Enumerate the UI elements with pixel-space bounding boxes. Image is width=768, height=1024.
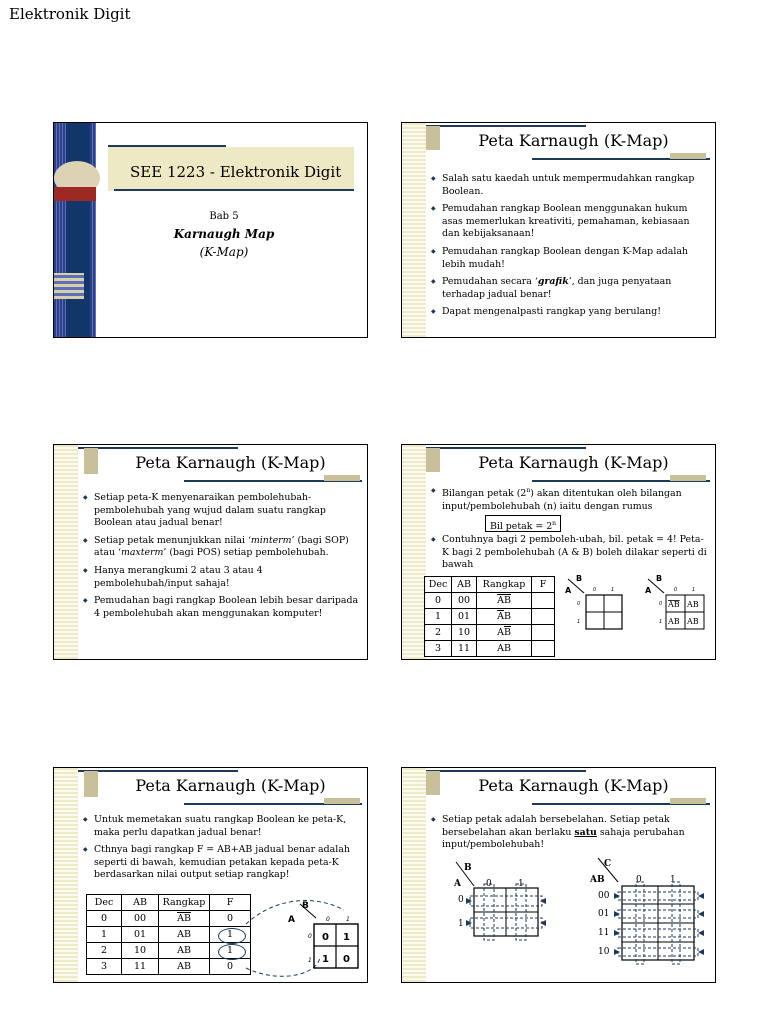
bullet-item: ◆ Bilangan petak (2$^n$) akan ditentukan oleh bilangan input/pembolehubah (n) iaitu dengan rumus xyxy=(428,485,710,513)
bullet-item: ◆ Dapat mengenalpasti rangkap yang berulang! xyxy=(428,306,710,319)
truth-table: Dec AB Rangkap F 0 00 $\overline{AB}$ 0 1 01 AB 1 2 10 AB 1 3 11 AB 0 xyxy=(86,894,251,975)
svg-text:B: B xyxy=(302,901,309,911)
olive-bar xyxy=(670,475,706,481)
bullet-item: ◆ Pemudahan bagi rangkap Boolean lebih besar daripada 4 pembolehubah akan menggunakan komputer! xyxy=(80,595,362,620)
table-row: 2 10 AB 1 xyxy=(87,943,251,959)
olive-block xyxy=(426,448,440,472)
svg-text:AB: AB xyxy=(668,600,680,609)
bullet-item: ◆ Setiap peta-K menyenaraikan pembolehubah-pembolehubah yang wujud dalam suatu rangkap Boolean atau jadual benar! xyxy=(80,492,362,530)
svg-text:B: B xyxy=(656,574,663,583)
kmap-2var-adjacency xyxy=(452,858,562,958)
title-rule-top xyxy=(108,145,226,147)
svg-text:1: 1 xyxy=(518,879,524,889)
svg-text:AB: AB xyxy=(687,600,699,609)
slide-cell-count xyxy=(401,444,716,660)
kmap-result-svg xyxy=(244,888,364,983)
olive-bar xyxy=(324,798,360,804)
svg-text:AB: AB xyxy=(668,617,680,626)
svg-text:A: A xyxy=(565,586,572,595)
rule-top xyxy=(78,447,238,449)
olive-bar xyxy=(324,475,360,481)
decoration-lines xyxy=(54,273,84,299)
truth-table: Dec AB Rangkap F 0 00 $\overline{A}\overline{B}$ 1 01 $\overline{A}B$ 2 10 $A\overline{B}$ 3 11 AB xyxy=(424,576,555,657)
title-rule-bottom xyxy=(114,189,354,191)
svg-text:1: 1 xyxy=(577,619,581,625)
slide-title-page xyxy=(53,122,368,338)
svg-text:0: 0 xyxy=(322,932,329,943)
rule-top xyxy=(426,125,586,127)
course-title: SEE 1223 - Elektronik Digit xyxy=(130,163,342,181)
decoration-block xyxy=(54,187,96,201)
rule-top xyxy=(426,447,586,449)
table-row: 1 01 AB 1 xyxy=(87,927,251,943)
formula-box: Bil petak = $2^n$ xyxy=(485,515,561,532)
slide-heading: Peta Karnaugh (K-Map) xyxy=(135,453,326,472)
bullet-item: ◆ Pemudahan rangkap Boolean menggunakan hukum asas memerlukan kreativiti, pemahaman, kebiasaan dan kebijaksanaan! xyxy=(428,203,710,241)
bullet-item: ◆ Contuhnya bagi 2 pemboleh-ubah, bil. petak = 4! Peta-K bagi 2 pembolehubah (A & B) boleh dilakar seperti di bawah xyxy=(428,534,710,572)
table-row: 2 10 $A\overline{B}$ xyxy=(425,625,555,641)
svg-text:1: 1 xyxy=(346,916,350,923)
svg-text:AB: AB xyxy=(687,617,699,626)
table-row: 0 00 $\overline{AB}$ 0 xyxy=(87,911,251,927)
olive-block xyxy=(84,771,98,797)
svg-text:0: 0 xyxy=(486,879,492,889)
kmap-2var-svg xyxy=(452,858,562,958)
svg-text:A: A xyxy=(454,879,461,889)
highlight-oval xyxy=(218,944,246,960)
bullet-item: ◆ Untuk memetakan suatu rangkap Boolean ke peta-K, maka perlu dapatkan jadual benar! xyxy=(80,814,364,839)
bullet-list xyxy=(80,492,362,625)
bullet-item: ◆ Cthnya bagi rangkap F = AB+AB jadual benar adalah seperti di bawah, kemudian petakan kepada peta-K berdasarkan nilai output setiap rangkap! xyxy=(80,844,364,882)
svg-text:C: C xyxy=(604,859,612,869)
bullet-item: ◆ Pemudahan secara ‘grafik’, dan juga penyataan terhadap jadual benar! xyxy=(428,276,710,301)
bullet-list xyxy=(428,173,710,324)
bullet-item: ◆ Hanya merangkumi 2 atau 3 atau 4 pembolehubah/input sahaja! xyxy=(80,565,362,590)
slide-adjacency xyxy=(401,767,716,983)
svg-text:0: 0 xyxy=(458,895,464,905)
kmap-empty-svg xyxy=(562,573,628,631)
svg-text:0: 0 xyxy=(593,587,597,593)
rule-top xyxy=(426,770,586,772)
kmap-3var-svg xyxy=(588,856,714,976)
svg-text:1: 1 xyxy=(458,919,464,929)
slide-heading: Peta Karnaugh (K-Map) xyxy=(478,776,669,795)
svg-text:1: 1 xyxy=(308,957,312,964)
svg-text:1: 1 xyxy=(659,619,663,625)
slide-stripes xyxy=(54,768,78,982)
svg-text:10: 10 xyxy=(598,947,610,957)
bullet-list xyxy=(428,814,710,857)
olive-bar xyxy=(670,798,706,804)
bullet-list xyxy=(80,814,364,887)
kmap-result xyxy=(244,888,364,983)
table-row: 0 00 $\overline{A}\overline{B}$ xyxy=(425,593,555,609)
olive-block xyxy=(426,126,440,150)
svg-text:0: 0 xyxy=(343,954,350,965)
svg-text:1: 1 xyxy=(692,587,696,593)
svg-text:1: 1 xyxy=(611,587,615,593)
olive-bar xyxy=(670,153,706,159)
page-header: Elektronik Digit xyxy=(9,5,131,23)
svg-text:01: 01 xyxy=(598,909,610,919)
slide-stripes xyxy=(402,445,426,659)
bullet-item: ◆ Setiap petak adalah bersebelahan. Setiap petak bersebelahan akan berlaku satu sahaja perubahan input/pembolehubah! xyxy=(428,814,710,852)
svg-text:0: 0 xyxy=(636,875,642,885)
bullet-list xyxy=(428,485,710,515)
svg-text:A: A xyxy=(645,586,652,595)
svg-text:1: 1 xyxy=(343,932,350,943)
svg-text:B: B xyxy=(576,574,583,583)
slide-intro xyxy=(401,122,716,338)
svg-text:0: 0 xyxy=(659,601,663,607)
svg-text:1: 1 xyxy=(322,954,329,965)
slide-kmap-description xyxy=(53,444,368,660)
topic-sub-label: (K-Map) xyxy=(199,245,249,259)
svg-text:0: 0 xyxy=(326,916,330,923)
olive-block xyxy=(426,771,440,795)
bullet-list-2 xyxy=(428,534,710,577)
bullet-item: ◆ Setiap petak menunjukkan nilai ‘minterm’ (bagi SOP) atau ‘maxterm’ (bagi POS) setiap pembolehubah. xyxy=(80,535,362,560)
svg-text:11: 11 xyxy=(598,928,610,938)
slide-heading: Peta Karnaugh (K-Map) xyxy=(478,131,669,150)
slide-heading: Peta Karnaugh (K-Map) xyxy=(135,776,326,795)
rule-top xyxy=(78,770,238,772)
slide-stripes xyxy=(402,123,426,337)
svg-text:AB: AB xyxy=(590,875,605,885)
svg-text:0: 0 xyxy=(674,587,678,593)
kmap-labelled xyxy=(642,573,708,631)
svg-text:00: 00 xyxy=(598,891,610,901)
kmap-labelled-svg xyxy=(642,573,708,631)
bullet-item: ◆ Pemudahan rangkap Boolean dengan K-Map adalah lebih mudah! xyxy=(428,246,710,271)
slide-stripes xyxy=(402,768,426,982)
svg-text:0: 0 xyxy=(308,933,312,940)
table-row: 3 11 AB xyxy=(425,641,555,657)
topic-label: Karnaugh Map xyxy=(173,227,275,241)
kmap-empty xyxy=(562,573,628,631)
slide-stripes xyxy=(54,445,78,659)
table-row: 3 11 AB 0 xyxy=(87,959,251,975)
chapter-label: Bab 5 xyxy=(209,211,239,222)
slide-mapping xyxy=(53,767,368,983)
highlight-oval xyxy=(218,928,246,944)
kmap-3var-adjacency xyxy=(588,856,714,976)
olive-block xyxy=(84,448,98,474)
table-row: 1 01 $\overline{A}B$ xyxy=(425,609,555,625)
slide-heading: Peta Karnaugh (K-Map) xyxy=(478,453,669,472)
decoration-bar xyxy=(66,123,90,337)
svg-text:B: B xyxy=(464,863,472,873)
svg-text:1: 1 xyxy=(670,875,676,885)
svg-text:0: 0 xyxy=(577,601,581,607)
svg-text:A: A xyxy=(288,915,295,925)
bullet-item: ◆ Salah satu kaedah untuk mempermudahkan rangkap Boolean. xyxy=(428,173,710,198)
